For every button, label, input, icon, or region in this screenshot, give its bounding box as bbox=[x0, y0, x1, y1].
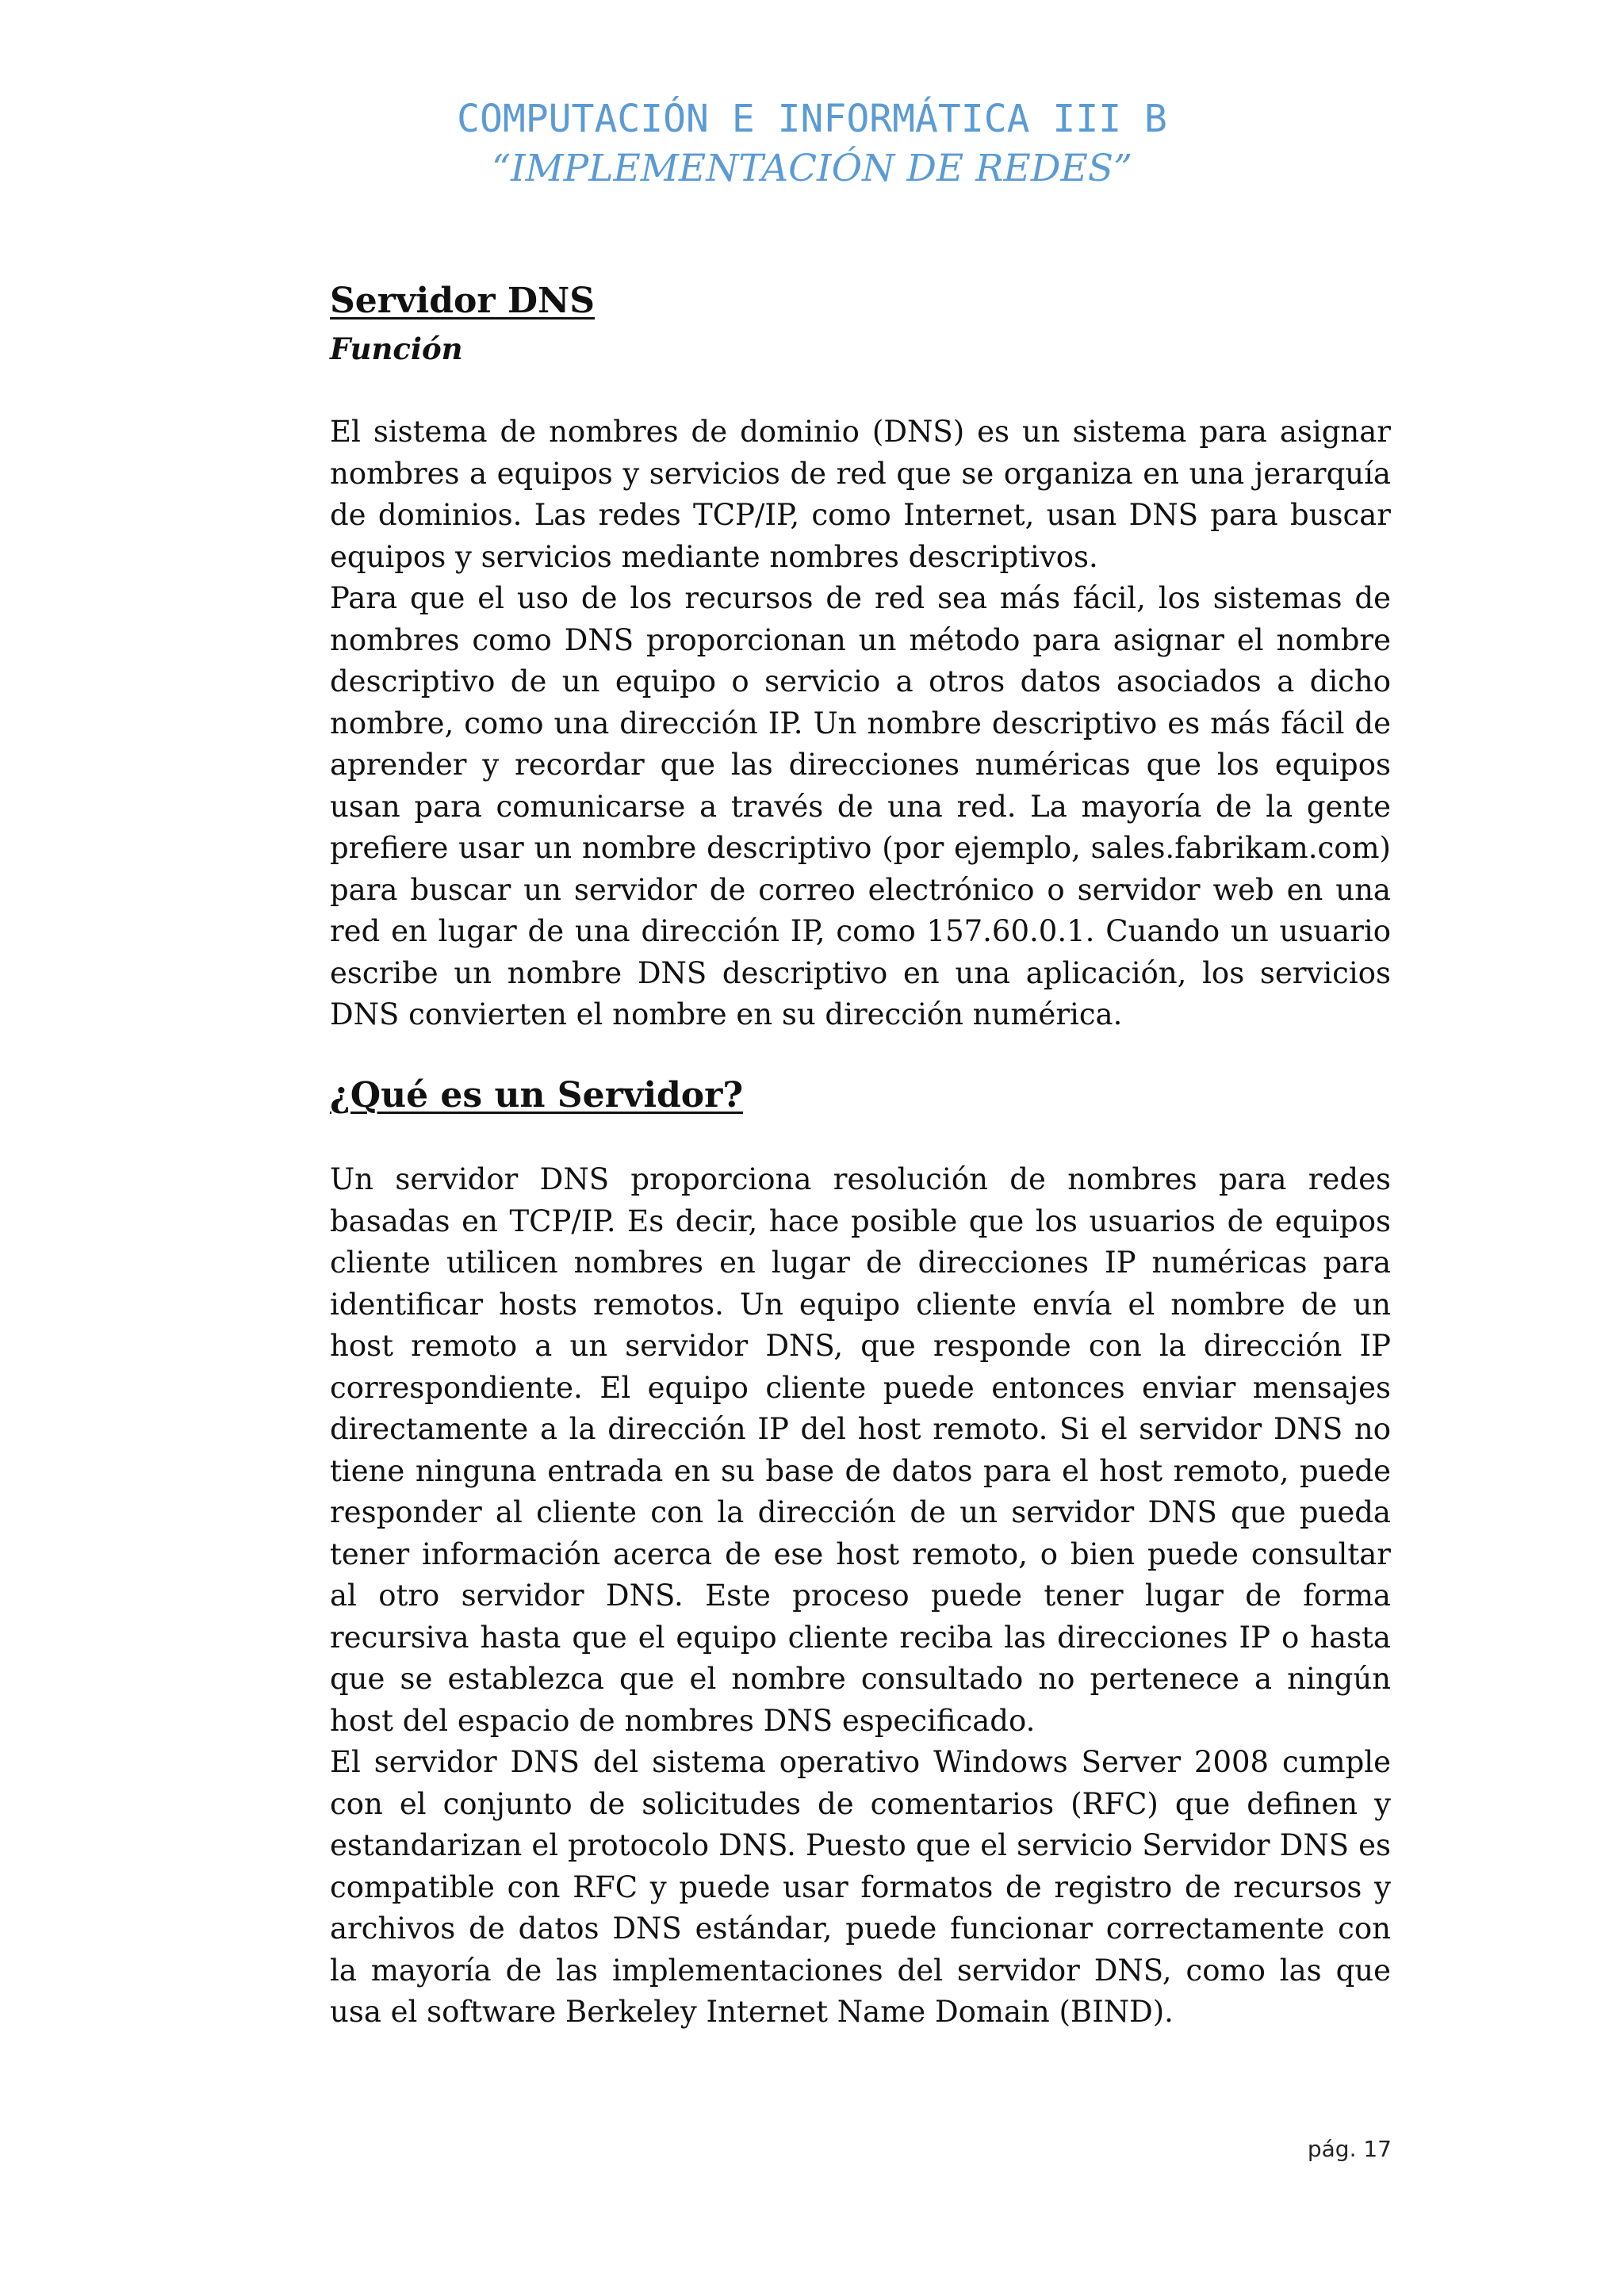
page-number: pág. 17 bbox=[1307, 2136, 1392, 2162]
document-subtitle: “IMPLEMENTACIÓN DE REDES” bbox=[491, 147, 1133, 190]
paragraph: El servidor DNS del sistema operativo Windows Server 2008 cumple con el conjunto de solicitudes de comentarios (RFC) que definen y estandarizan el protocolo DNS. Puesto que el servicio Servidor DNS es compatible con RFC y puede usar formatos de registro de recursos y archivos de datos DNS estándar, puede funcionar correctamente con la mayoría de las implementaciones del servidor DNS, como las que usa el software Berkeley Internet Name Domain (BIND). bbox=[330, 1745, 1391, 2029]
paragraph: Para que el uso de los recursos de red sea más fácil, los sistemas de nombres como DNS proporcionan un método para asignar el nombre descriptivo de un equipo o servicio a otros datos asociados a dicho nombre, como una dirección IP. Un nombre descriptivo es más fácil de aprender y recordar que las direcciones numéricas que los equipos usan para comunicarse a través de una red. La mayoría de la gente prefiere usar un nombre descriptivo (por ejemplo, sales.fabrikam.com) para buscar un servidor de correo electrónico o servidor web en una red en lugar de una dirección IP, como 157.60.0.1. Cuando un usuario escribe un nombre DNS descriptivo en una aplicación, los servicios DNS convierten el nombre en su dirección numérica. bbox=[330, 581, 1391, 1031]
section-heading: ¿Qué es un Servidor? bbox=[330, 1075, 744, 1115]
paragraph: Un servidor DNS proporciona resolución de nombres para redes basadas en TCP/IP. Es decir, hace posible que los usuarios de equipos cliente utilicen nombres en lugar de direcciones IP numéricas para identificar hosts remotos. Un equipo cliente envía el nombre de un host remoto a un servidor DNS, que responde con la dirección IP correspondiente. El equipo cliente puede entonces enviar mensajes directamente a la dirección IP del host remoto. Si el servidor DNS no tiene ninguna entrada en su base de datos para el host remoto, puede responder al cliente con la dirección de un servidor DNS que pueda tener información acerca de ese host remoto, o bien puede consultar al otro servidor DNS. Este proceso puede tener lugar de forma recursiva hasta que el equipo cliente reciba las direcciones IP o hasta que se establezca que el nombre consultado no pertenece a ningún host del espacio de nombres DNS especificado. bbox=[330, 1162, 1391, 1738]
section-que-es-un-servidor bbox=[330, 1069, 1391, 2034]
page-header bbox=[0, 94, 1624, 193]
section-subheading: Función bbox=[330, 331, 463, 366]
section-servidor-dns bbox=[330, 274, 1391, 1036]
paragraph: El sistema de nombres de dominio (DNS) es un sistema para asignar nombres a equipos y servicios de red que se organiza en una jerarquía de dominios. Las redes TCP/IP, como Internet, usan DNS para buscar equipos y servicios mediante nombres descriptivos. bbox=[330, 415, 1391, 574]
document-title: COMPUTACIÓN E INFORMÁTICA III B bbox=[457, 97, 1167, 141]
section-heading: Servidor DNS bbox=[330, 281, 595, 321]
